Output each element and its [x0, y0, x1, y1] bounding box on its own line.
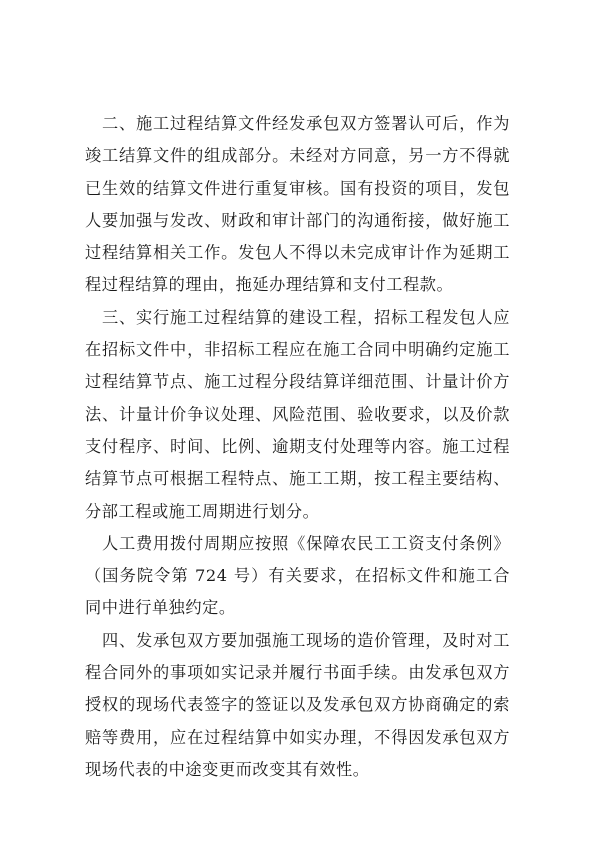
paragraph-item-3-settlement-nodes: 三、实行施工过程结算的建设工程，招标工程发包人应在招标文件中，非招标工程应在施工合同中明确约定施工过程结算节点、施工过程分段结算详细范围、计量计价方法、计量计价争议处理、风险范围、验收要求，以及价款支付程序、时间、比例、逾期支付处理等内容。施工过程结算节点可根据工程特点、施工工期，按工程主要结构、分部工程或施工周期进行划分。: [85, 307, 510, 521]
paragraph-item-4-site-cost-management: 四、发承包双方要加强施工现场的造价管理，及时对工程合同外的事项如实记录并履行书面手续。由发承包双方授权的现场代表签字的签证以及发承包双方协商确定的索赔等费用，应在过程结算中如实办理，不得因发承包双方现场代表的中途变更而改变其有效性。: [85, 630, 510, 779]
paragraph-labor-cost-cycle: 人工费用拨付周期应按照《保障农民工工资支付条例》（国务院令第 724 号）有关要求，在招标文件和施工合同中进行单独约定。: [85, 533, 510, 618]
paragraph-item-2-settlement-files: 二、施工过程结算文件经发承包双方签署认可后，作为竣工结算文件的组成部分。未经对方同意，另一方不得就已生效的结算文件进行重复审核。国有投资的项目，发包人要加强与发改、财政和审计部门的沟通衔接，做好施工过程结算相关工作。发包人不得以未完成审计作为延期工程过程结算的理由，拖延办理结算和支付工程款。: [85, 114, 510, 295]
document-body: [85, 108, 510, 786]
